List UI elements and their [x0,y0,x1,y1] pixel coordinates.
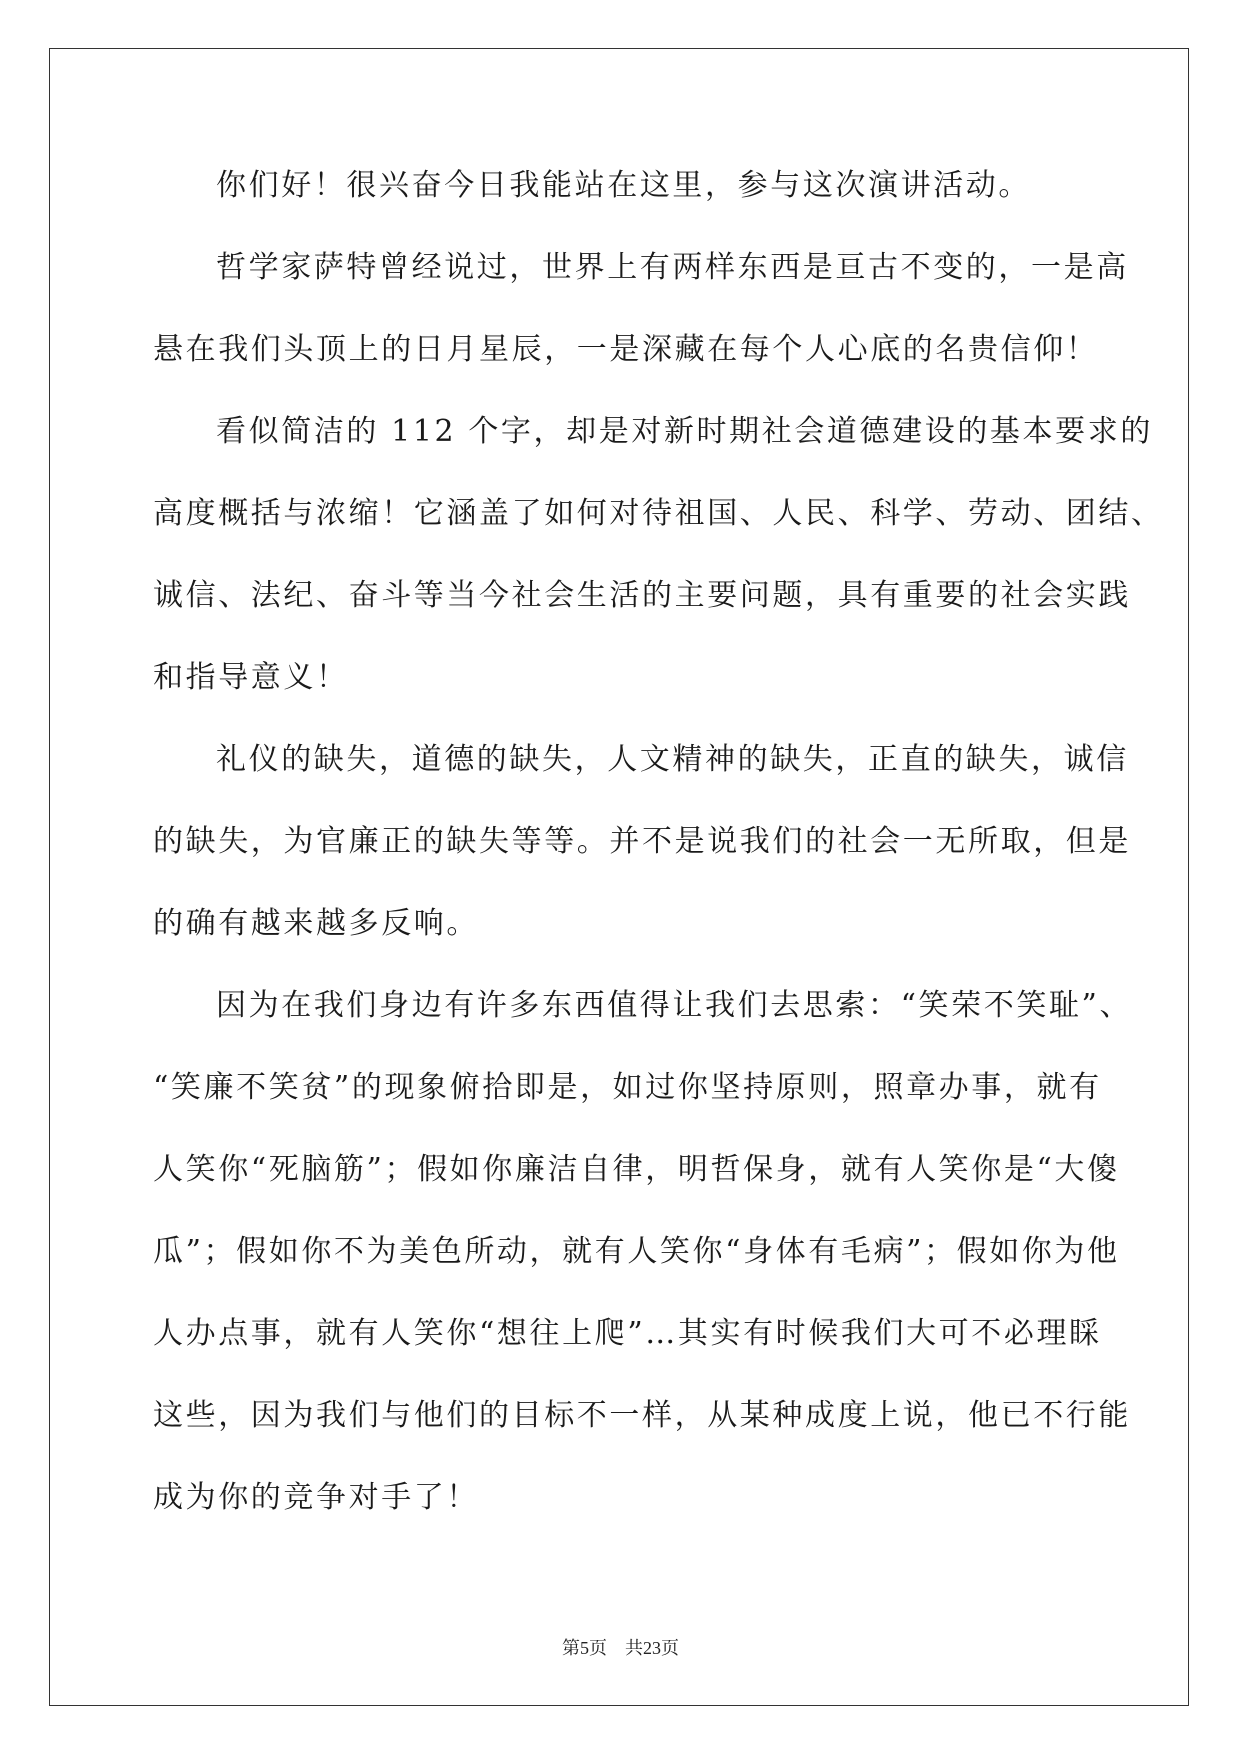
text-line: 悬在我们头顶上的日月星辰，一是深藏在每个人心底的名贵信仰！ [153,332,1099,367]
text-line: 因为在我们身边有许多东西值得让我们去思索：“笑荣不笑耻”、 [216,988,1133,1023]
text-line: “笑廉不笑贫”的现象俯拾即是，如过你坚持原则，照章办事，就有 [153,1070,1102,1105]
text-line: 诚信、法纪、奋斗等当今社会生活的主要问题，具有重要的社会实践 [153,578,1131,613]
text-line: 人办点事，就有人笑你“想往上爬”…其实有时候我们大可不必理睬 [153,1316,1102,1351]
paragraph-3 [153,406,1164,734]
text-line: 这些，因为我们与他们的目标不一样，从某种成度上说，他已不行能 [153,1398,1131,1433]
page-current-number: 5 [580,1638,589,1658]
page-footer [0,1634,1241,1660]
paragraph-5 [153,980,1133,1554]
text-line: 成为你的竞争对手了！ [153,1480,479,1515]
text-line: 哲学家萨特曾经说过，世界上有两样东西是亘古不变的，一是高 [216,250,1129,285]
text-line: 的缺失，为官廉正的缺失等等。并不是说我们的社会一无所取，但是 [153,824,1131,859]
text-line: 礼仪的缺失，道德的缺失，人文精神的缺失，正直的缺失，诚信 [216,742,1129,777]
paragraph-4 [153,734,1131,980]
paragraph-1 [153,160,1093,242]
text-line: 的确有越来越多反响。 [153,906,479,941]
document-body [153,160,1164,1554]
text-line: 瓜”；假如你不为美色所动，就有人笑你“身体有毛病”；假如你为他 [153,1234,1120,1269]
page-prefix: 第 [562,1638,580,1658]
text-line: 高度概括与浓缩！它涵盖了如何对待祖国、人民、科学、劳动、团结、 [153,496,1164,531]
page-total-number: 23 [643,1638,661,1658]
text-line: 看似简洁的 112 个字，却是对新时期社会道德建设的基本要求的 [216,414,1153,449]
text-line: 和指导意义！ [153,660,349,695]
page-mid: 页 共 [589,1638,643,1658]
text-line: 你们好！很兴奋今日我能站在这里，参与这次演讲活动。 [216,168,1031,203]
paragraph-2 [153,242,1129,406]
text-line: 人笑你“死脑筋”；假如你廉洁自律，明哲保身，就有人笑你是“大傻 [153,1152,1120,1187]
page-suffix: 页 [661,1638,679,1658]
